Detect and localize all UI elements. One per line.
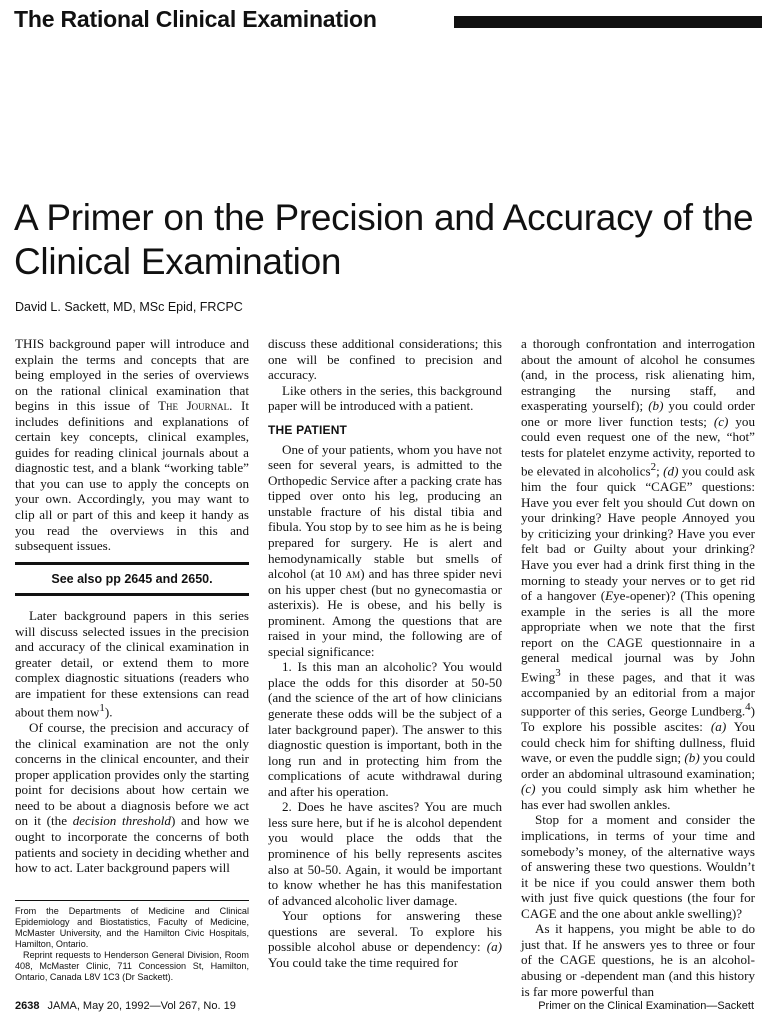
affiliation-footnote: [15, 900, 249, 983]
column-2: [268, 336, 502, 970]
paragraph: Later background papers in this series will discuss selected issues in the precision and accuracy of the clinical examination in greater detail, or extend them to more complex diagnostic situations (readers who are impatient for these extensions can read about them now$^1$).: [15, 608, 249, 720]
page-footer: [15, 1000, 754, 1016]
running-title: Primer on the Clinical Examination—Sackett: [538, 1000, 754, 1012]
affiliation-text: From the Departments of Medicine and Clinical Epidemiology and Biostatistics, Faculty of Medicine, McMaster University, and the Hamilton Civic Hospitals, Hamilton, Ontario.: [15, 906, 249, 949]
series-header: [14, 6, 762, 38]
reference-marker: 3: [555, 666, 561, 679]
journal-citation: JAMA, May 20, 1992—Vol 267, No. 19: [47, 1000, 236, 1012]
intro-paragraph: THIS background paper will introduce and explain the terms and concepts that are being employed in the series of overviews on the rational clinical examination that begins in this issue of The Journal. It includes definitions and explanations of certain key concepts, clinical examples, guides for reading clinical journals about a diagnostic test, and a blank “working table” that you can use to apply the concepts on your own. Accordingly, you may want to clip all or part of this and keep it handy as you read the overviews in this and subsequent issues.: [15, 336, 249, 554]
paragraph: a thorough confrontation and interrogation about the amount of alcohol he consumes (and, in the process, risk alienating him, estranging the nursing staff, and exasperating yourself); (b) you could order one or more liver function tests; (c) you could even request one of the new, “hot” tests for platelet enzyme activity, reported to be elevated in alcoholics$^2$; (d) you could ask him the four quick “CAGE” questions: Have you ever felt you should Cut down on your drinking? Have people Annoyed you by criticizing your drinking? Have you ever felt bad or Guilty about your drinking? Have you ever had a drink first thing in the morning to steady your nerves or to get rid of a hangover (Eye-opener)? (This opening example in the series is all the more appropriate when we note that the first report on the CAGE questionnaire in a general medical journal was by John Ewing$^3$ in these pages, and that it was accompanied by an editorial from a major supporter of this series, George Lundberg.$^4$) To explore his possible ascites: (a) You could check him for shifting dullness, fluid wave, or even the puddle sign; (b) you could order an abdominal ultrasound examination; (c) you could simply ask him whether he has ever had swollen ankles.: [521, 336, 756, 812]
header-rule: [454, 16, 762, 28]
see-also-callout: See also pp 2645 and 2650.: [15, 562, 249, 596]
column-3: [521, 336, 755, 999]
column-1-continued: [15, 608, 249, 876]
paragraph: As it happens, you might be able to do just that. If he answers yes to three or four of the CAGE questions, he is an alcohol-abusing or -dependent man (and this history is far more powerful than: [521, 921, 755, 999]
paragraph: 2. Does he have ascites? You are much less sure here, but if he is alcohol dependent you would place the odds that the prominence of his belly represents ascites also at 50-50. Again, it would be important to know whether he has this manifestation of advanced alcoholic liver damage.: [268, 799, 502, 908]
journal-name: The Journal: [158, 398, 230, 414]
paragraph: discuss these additional considerations; this one will be confined to precision and accuracy.: [268, 336, 502, 383]
article-title: A Primer on the Precision and Accuracy of the Clinical Examination: [14, 197, 754, 282]
paragraph: Stop for a moment and consider the implications, in terms of your time and somebody’s money, of the alternative ways of answering these two questions. Wouldn’t it be nice if you could answer them both with just five quick questions (the four for CAGE and the one about ankle swelling)?: [521, 812, 755, 921]
section-heading: THE PATIENT: [268, 422, 348, 437]
reference-marker: 2: [650, 461, 657, 474]
reference-marker: 4: [745, 701, 751, 714]
author-byline: David L. Sackett, MD, MSc Epid, FRCPC: [15, 300, 243, 314]
paragraph: Of course, the precision and accuracy of the clinical examination are not the only concerns in the clinical encounter, and their proper application provides only the starting point for decisions about how certain we need to be about a diagnosis before we act on it (the decision threshold) and how we ought to incorporate the concerns of both patients and society in deciding whether and how to act. Later background papers will: [15, 720, 250, 876]
column-1: [15, 336, 249, 554]
reprint-text: Reprint requests to Henderson General Division, Room 408, McMaster Clinic, 711 Concession St, Hamilton, Ontario, Canada L8V 1C3 (Dr Sackett).: [15, 950, 249, 982]
paragraph: Like others in the series, this background paper will be introduced with a patient.: [268, 382, 502, 414]
page-number: 2638: [15, 1000, 40, 1012]
paragraph: Your options for answering these questions are several. To explore his possible alcohol abuse or dependency: (a) You could take the time required for: [268, 908, 502, 970]
paragraph: One of your patients, whom you have not seen for several years, is admitted to the Orthopedic Service after a packing crate has tipped over onto his leg, producing an unstable fracture of his distal tibia and fibula. You stop by to see him as he is being prepared for surgery. He is alert and hemodynamically stable but smells of alcohol (at 10 am) and has three spider nevi on his upper chest (but no gynecomastia or asterixis). He is obese, and his belly is prominent. Among the questions that are raised in your mind, the following are of special significance:: [268, 441, 502, 659]
reference-marker: 1: [99, 702, 105, 715]
footer-citation-block: [15, 1000, 236, 1012]
series-title: The Rational Clinical Examination: [14, 6, 377, 32]
paragraph: 1. Is this man an alcoholic? You would place the odds for this disorder at 50-50 (and the science of the art of how clinicians generate these odds will be the subject of a later background paper). The answer to this diagnostic question is important, both in the long run and in protecting him from the complications of acute withdrawal during and after his operation.: [268, 659, 502, 799]
